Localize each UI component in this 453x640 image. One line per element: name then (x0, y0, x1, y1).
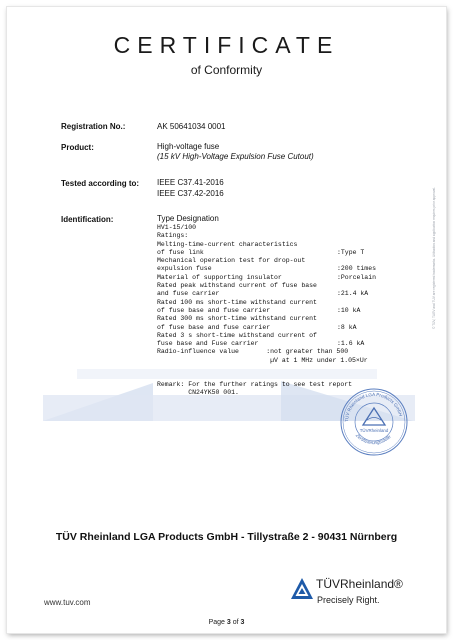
spec-line: Rated 3 s short-time withstand current of (157, 331, 317, 339)
spec-line: HV1-15/100 (157, 224, 197, 231)
registration-value: AK 50641034 0001 (157, 122, 226, 131)
seal-triangle-icon (363, 408, 385, 425)
remark-line: Remark: For the further ratings to see test report (157, 381, 353, 388)
registration-label: Registration No.: (61, 122, 126, 131)
product-name: High-voltage fuse (157, 142, 220, 151)
spec-line: Radio-influence value :not greater than 500 (157, 348, 349, 356)
logo-brand: TÜVRheinland® (316, 577, 403, 591)
spec-line: µV at 1 MHz under 1.05×Ur (157, 356, 368, 364)
spec-line: and fuse carrier :21.4 kA (157, 290, 369, 298)
seal-bottom-text: Zertifizierungsstelle (354, 432, 392, 446)
remark-line: CN24YK50 001. (157, 389, 239, 397)
spec-line: Rated 300 ms short-time withstand current (157, 315, 317, 323)
certificate-page (7, 7, 446, 633)
remark (157, 381, 352, 398)
spec-line: Rated peak withstand current of fuse base (157, 282, 317, 290)
certificate-subtitle: of Conformity (190, 63, 263, 77)
trademark-note: © TÜV, TUEV and TUV are registered trademarks. Utilisation and application requires prior approval. (432, 187, 436, 329)
spec-line: fuse base and Fuse carrier :1.6 kA (157, 340, 365, 348)
certification-seal (339, 387, 409, 457)
spec-line: Mechanical operation test for drop-out (157, 257, 306, 265)
identification-details (157, 224, 376, 365)
standard-2: IEEE C37.42-2016 (157, 189, 224, 198)
tuv-logo (290, 575, 420, 609)
spec-line: Ratings: (157, 232, 189, 240)
spec-line: of fuse link :Type T (157, 248, 365, 256)
seal-inner-text: TÜVRheinland (359, 428, 389, 433)
company-address: TÜV Rheinland LGA Products GmbH - Tillystraße 2 - 90431 Nürnberg (55, 531, 398, 543)
spec-line: Rated 100 ms short-time withstand current (157, 298, 317, 306)
spec-line: Melting-time-current characteristics (157, 240, 298, 248)
certificate-title: CERTIFICATE (113, 32, 340, 58)
logo-tagline: Precisely Right. (317, 595, 380, 605)
spec-line: expulsion fuse :200 times (157, 265, 377, 273)
svg-text:Zertifizierungsstelle (354, 432, 392, 445)
spec-line: of fuse base and fuse carrier :8 kA (157, 323, 357, 331)
identification-heading: Type Designation (157, 214, 219, 223)
identification-label: Identification: (61, 215, 114, 224)
watermark-band (77, 369, 377, 379)
spec-line: of fuse base and fuse carrier :10 kA (157, 306, 361, 314)
spec-line: Material of supporting insulator :Porcelain (157, 273, 377, 281)
page-number: Page 3 of 3 (208, 619, 245, 626)
product-description: (15 kV High-Voltage Expulsion Fuse Cutout) (157, 152, 314, 161)
website-link[interactable]: www.tuv.com (44, 598, 91, 607)
tested-label: Tested according to: (61, 179, 140, 188)
standard-1: IEEE C37.41-2016 (157, 178, 224, 187)
seal-top-text: TÜV Rheinland LGA Products GmbH (343, 391, 404, 423)
tuv-triangle-icon (290, 577, 314, 601)
product-label: Product: (61, 143, 94, 152)
